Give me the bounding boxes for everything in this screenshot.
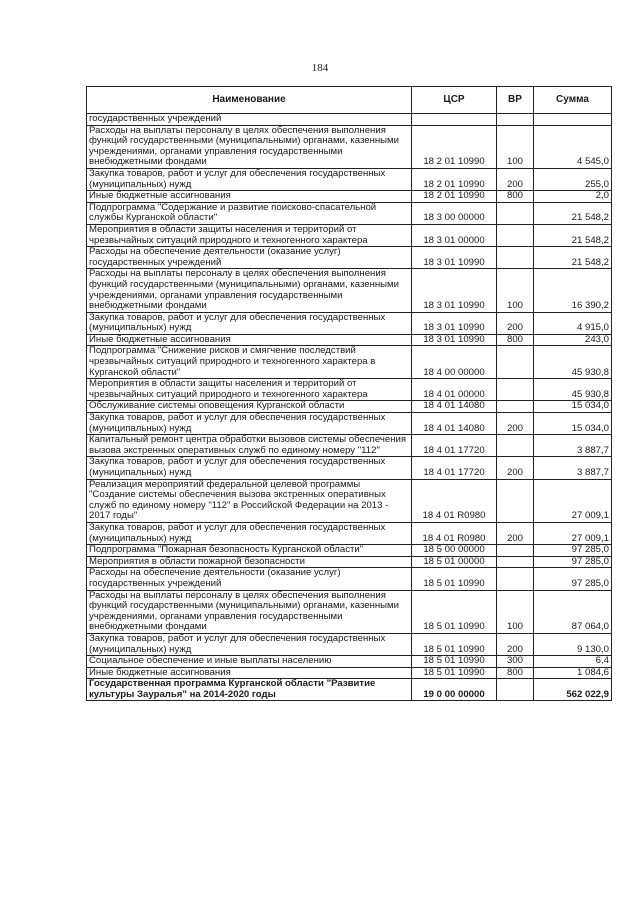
row-sum-cell: 97 285,0 [534,556,612,568]
row-csr-cell: 18 5 01 10990 [412,656,497,668]
table-row [87,545,612,557]
row-csr-cell: 18 3 01 00000 [412,224,497,246]
row-name-cell: Государственная программа Курганской области "Развитие культуры Зауралья" на 2014-2020 годы [87,679,412,701]
row-csr-cell: 18 5 01 10990 [412,633,497,655]
budget-table [86,86,612,701]
row-csr-cell: 18 3 01 10990 [412,247,497,269]
table-row [87,633,612,655]
row-csr-cell: 18 2 01 10990 [412,125,497,168]
row-sum-cell: 15 034,0 [534,413,612,435]
table-row [87,125,612,168]
row-vr-cell [497,679,534,701]
table-row [87,224,612,246]
row-sum-cell: 27 009,1 [534,522,612,544]
row-vr-cell [497,568,534,590]
row-sum-cell: 45 930,8 [534,379,612,401]
row-vr-cell [497,401,534,413]
row-csr-cell: 18 4 01 R0980 [412,522,497,544]
row-vr-cell [497,202,534,224]
row-name-cell: Иные бюджетные ассигнования [87,334,412,346]
row-csr-cell: 18 5 01 10990 [412,590,497,633]
header-csr: ЦСР [412,87,497,114]
table-row [87,590,612,633]
row-name-cell: Расходы на обеспечение деятельности (оказание услуг) государственных учреждений [87,247,412,269]
row-csr-cell: 18 3 01 10990 [412,334,497,346]
row-sum-cell: 1 084,6 [534,667,612,679]
row-vr-cell [497,247,534,269]
row-name-cell: Расходы на выплаты персоналу в целях обеспечения выполнения функций государственными (муниципальными) органами, казенными учреждениями, органами управления государственными внебюджетными фондами [87,125,412,168]
row-sum-cell: 16 390,2 [534,269,612,312]
row-name-cell: Иные бюджетные ассигнования [87,191,412,203]
row-name-cell: Закупка товаров, работ и услуг для обеспечения государственных (муниципальных) нужд [87,522,412,544]
row-csr-cell: 18 5 01 10990 [412,667,497,679]
row-vr-cell: 800 [497,667,534,679]
row-sum-cell: 3 887,7 [534,435,612,457]
row-vr-cell [497,479,534,522]
row-vr-cell: 200 [497,312,534,334]
table-row [87,522,612,544]
row-csr-cell: 18 4 01 00000 [412,379,497,401]
row-vr-cell: 100 [497,125,534,168]
row-sum-cell: 2,0 [534,191,612,203]
row-name-cell: Закупка товаров, работ и услуг для обеспечения государственных (муниципальных) нужд [87,168,412,190]
row-name-cell: Расходы на обеспечение деятельности (оказание услуг) государственных учреждений [87,568,412,590]
table-row [87,312,612,334]
row-sum-cell: 4 915,0 [534,312,612,334]
row-sum-cell: 45 930,8 [534,346,612,379]
table-row [87,413,612,435]
table-row [87,202,612,224]
row-vr-cell [497,346,534,379]
row-name-cell: Закупка товаров, работ и услуг для обеспечения государственных (муниципальных) нужд [87,413,412,435]
row-sum-cell: 15 034,0 [534,401,612,413]
table-row [87,346,612,379]
row-sum-cell: 21 548,2 [534,247,612,269]
table-row [87,401,612,413]
table-body [87,114,612,701]
row-name-cell: Иные бюджетные ассигнования [87,667,412,679]
table-row [87,435,612,457]
table-row [87,247,612,269]
row-sum-cell: 97 285,0 [534,545,612,557]
row-name-cell: Закупка товаров, работ и услуг для обеспечения государственных (муниципальных) нужд [87,457,412,479]
row-name-cell: Расходы на выплаты персоналу в целях обеспечения выполнения функций государственными (муниципальными) органами, казенными учреждениями, органами управления государственными внебюджетными фондами [87,269,412,312]
row-vr-cell: 800 [497,191,534,203]
table-row [87,114,612,126]
row-sum-cell: 243,0 [534,334,612,346]
row-csr-cell: 18 4 01 R0980 [412,479,497,522]
row-name-cell: Обслуживание системы оповещения Курганской области [87,401,412,413]
row-csr-cell: 18 5 00 00000 [412,545,497,557]
row-csr-cell: 19 0 00 00000 [412,679,497,701]
row-csr-cell: 18 4 01 14080 [412,413,497,435]
row-vr-cell: 200 [497,633,534,655]
table-row [87,457,612,479]
row-csr-cell: 18 5 01 10990 [412,568,497,590]
table-row [87,191,612,203]
row-csr-cell [412,114,497,126]
row-csr-cell: 18 4 01 14080 [412,401,497,413]
table-row [87,269,612,312]
page-number: 184 [311,62,329,74]
row-vr-cell: 100 [497,269,534,312]
table-row [87,568,612,590]
row-name-cell: Мероприятия в области пожарной безопасности [87,556,412,568]
row-name-cell: Закупка товаров, работ и услуг для обеспечения государственных (муниципальных) нужд [87,633,412,655]
row-name-cell: Капитальный ремонт центра обработки вызовов системы обеспечения вызова экстренных оперативных служб по единому номеру "112" [87,435,412,457]
header-sum: Сумма [534,87,612,114]
row-name-cell: Расходы на выплаты персоналу в целях обеспечения выполнения функций государственными (муниципальными) органами, казенными учреждениями, органами управления государственными внебюджетными фондами [87,590,412,633]
row-vr-cell: 200 [497,522,534,544]
table-row [87,168,612,190]
row-vr-cell: 200 [497,413,534,435]
table-row [87,556,612,568]
row-vr-cell: 300 [497,656,534,668]
row-csr-cell: 18 4 00 00000 [412,346,497,379]
table-header-row [87,87,612,114]
row-vr-cell: 800 [497,334,534,346]
row-name-cell: Закупка товаров, работ и услуг для обеспечения государственных (муниципальных) нужд [87,312,412,334]
row-name-cell: Реализация мероприятий федеральной целевой программы "Создание системы обеспечения вызова экстренных оперативных служб по единому номеру "112" в Российской Федерации на 2013 - 2017 годы" [87,479,412,522]
table-row [87,334,612,346]
header-name: Наименование [87,87,412,114]
row-csr-cell: 18 2 01 10990 [412,168,497,190]
row-sum-cell: 9 130,0 [534,633,612,655]
row-csr-cell: 18 5 01 00000 [412,556,497,568]
row-vr-cell [497,224,534,246]
row-name-cell: Подпрограмма "Содержание и развитие поисково-спасательной службы Курганской области" [87,202,412,224]
row-csr-cell: 18 4 01 17720 [412,435,497,457]
row-sum-cell: 21 548,2 [534,224,612,246]
row-vr-cell: 200 [497,168,534,190]
row-csr-cell: 18 3 01 10990 [412,312,497,334]
row-sum-cell: 87 064,0 [534,590,612,633]
table-row [87,656,612,668]
row-sum-cell: 4 545,0 [534,125,612,168]
row-vr-cell: 200 [497,457,534,479]
table-row [87,379,612,401]
row-name-cell: Мероприятия в области защиты населения и территорий от чрезвычайных ситуаций природного и техногенного характера [87,379,412,401]
header-vr: ВР [497,87,534,114]
row-name-cell: Подпрограмма "Пожарная безопасность Курганской области" [87,545,412,557]
row-vr-cell [497,545,534,557]
row-csr-cell: 18 3 00 00000 [412,202,497,224]
table-row [87,479,612,522]
row-csr-cell: 18 4 01 17720 [412,457,497,479]
row-name-cell: государственных учреждений [87,114,412,126]
row-vr-cell [497,435,534,457]
row-sum-cell: 97 285,0 [534,568,612,590]
row-sum-cell: 562 022,9 [534,679,612,701]
row-sum-cell: 3 887,7 [534,457,612,479]
row-vr-cell [497,379,534,401]
row-sum-cell: 255,0 [534,168,612,190]
row-vr-cell: 100 [497,590,534,633]
row-sum-cell [534,114,612,126]
row-csr-cell: 18 3 01 10990 [412,269,497,312]
row-csr-cell: 18 2 01 10990 [412,191,497,203]
table-row [87,679,612,701]
row-sum-cell: 6,4 [534,656,612,668]
row-vr-cell [497,114,534,126]
table-row [87,667,612,679]
row-sum-cell: 21 548,2 [534,202,612,224]
row-name-cell: Подпрограмма "Снижение рисков и смягчение последствий чрезвычайных ситуаций природного и техногенного характера в Курганской области" [87,346,412,379]
row-vr-cell [497,556,534,568]
row-sum-cell: 27 009,1 [534,479,612,522]
row-name-cell: Социальное обеспечение и иные выплаты населению [87,656,412,668]
row-name-cell: Мероприятия в области защиты населения и территорий от чрезвычайных ситуаций природного и техногенного характера [87,224,412,246]
